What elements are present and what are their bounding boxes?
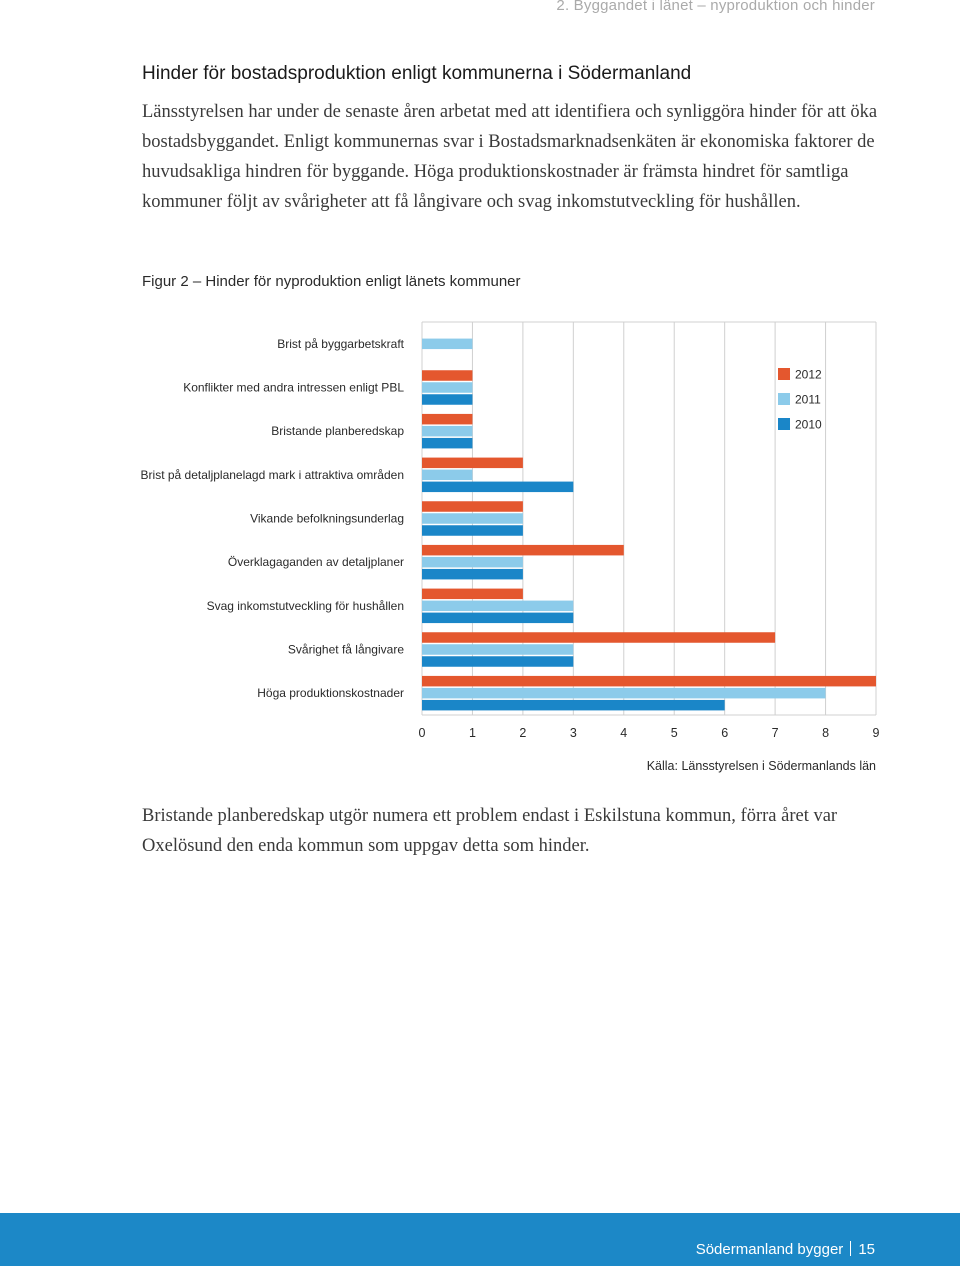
footer-bar <box>0 1213 960 1266</box>
legend-swatch <box>778 393 790 405</box>
bar <box>422 382 472 393</box>
x-tick-label: 8 <box>822 726 830 740</box>
x-tick-label: 5 <box>670 726 678 740</box>
category-label: Svag inkomstutveckling för hushållen <box>206 598 404 613</box>
bar <box>422 470 472 481</box>
chart-x-ticks <box>419 726 880 740</box>
footer-text <box>696 1241 875 1258</box>
bar <box>422 394 472 405</box>
category-label: Svårighet få långivare <box>287 642 404 657</box>
bar <box>422 501 523 512</box>
bar <box>422 482 573 493</box>
bar <box>422 569 523 580</box>
bar <box>422 601 573 612</box>
footer-publication: Södermanland bygger <box>695 1241 844 1258</box>
bar <box>422 589 523 600</box>
bar <box>422 458 523 469</box>
section-heading: Hinder för bostadsproduktion enligt kommunerna i Södermanland <box>142 63 692 84</box>
category-label: Konflikter med andra intressen enligt PBL <box>183 380 404 395</box>
x-tick-label: 6 <box>721 726 729 740</box>
category-label: Brist på detaljplanelagd mark i attraktiva områden <box>140 467 404 482</box>
category-label: Bristande planberedskap <box>271 424 404 439</box>
bar <box>422 525 523 536</box>
bar <box>422 339 472 350</box>
footer-page-number: 15 <box>858 1241 875 1258</box>
legend-label: 2011 <box>795 392 821 407</box>
bar <box>422 426 472 437</box>
bar <box>422 632 775 643</box>
legend-label: 2012 <box>795 367 822 382</box>
x-tick-label: 4 <box>620 726 628 740</box>
x-tick-label: 2 <box>519 726 527 740</box>
bar <box>422 513 523 524</box>
bar-chart <box>0 300 960 790</box>
running-head: 2. Byggandet i länet – nyproduktion och hinder <box>556 0 875 14</box>
bar <box>422 644 573 655</box>
category-label: Höga produktionskostnader <box>257 686 404 701</box>
paragraph-intro: Länsstyrelsen har under de senaste åren arbetat med att identifiera och synliggöra hinder för att öka bostadsbyggandet. Enligt kommunernas svar i Bostadsmarknadsenkäten är ekonomiska faktorer de huvudsakliga hindren för byggande. Höga produktionskostnader är främsta hindret för samtliga kommuner följt av svårigheter att få långivare och svag inkomstutveckling för hushållen. <box>142 102 878 212</box>
bar <box>422 557 523 568</box>
bar <box>422 656 573 667</box>
bar <box>422 676 876 687</box>
x-tick-label: 1 <box>468 726 476 740</box>
x-tick-label: 7 <box>771 726 779 740</box>
chart-category-labels <box>141 337 405 700</box>
legend-swatch <box>778 418 790 430</box>
category-label: Överklagaganden av detaljplaner <box>227 555 404 570</box>
bar <box>422 700 725 711</box>
bar <box>422 414 472 425</box>
legend-label: 2010 <box>795 417 822 432</box>
category-label: Vikande befolkningsunderlag <box>250 511 404 526</box>
bar <box>422 545 624 556</box>
footer-separator <box>850 1241 851 1256</box>
x-tick-label: 3 <box>569 726 577 740</box>
figure-caption: Figur 2 – Hinder för nyproduktion enligt länets kommuner <box>142 273 521 290</box>
chart-legend <box>778 368 822 432</box>
paragraph-planning: Bristande planberedskap utgör numera ett problem endast i Eskilstuna kommun, förra året var Oxelösund den enda kommun som uppgav detta som hinder. <box>142 806 838 856</box>
chart-source: Källa: Länsstyrelsen i Södermanlands län <box>646 759 876 773</box>
legend-swatch <box>778 368 790 380</box>
bar <box>422 688 826 699</box>
bar <box>422 370 472 381</box>
x-tick-label: 9 <box>872 726 880 740</box>
category-label: Brist på byggarbetskraft <box>277 336 404 351</box>
x-tick-label: 0 <box>418 726 426 740</box>
bar <box>422 438 472 449</box>
bar <box>422 613 573 624</box>
